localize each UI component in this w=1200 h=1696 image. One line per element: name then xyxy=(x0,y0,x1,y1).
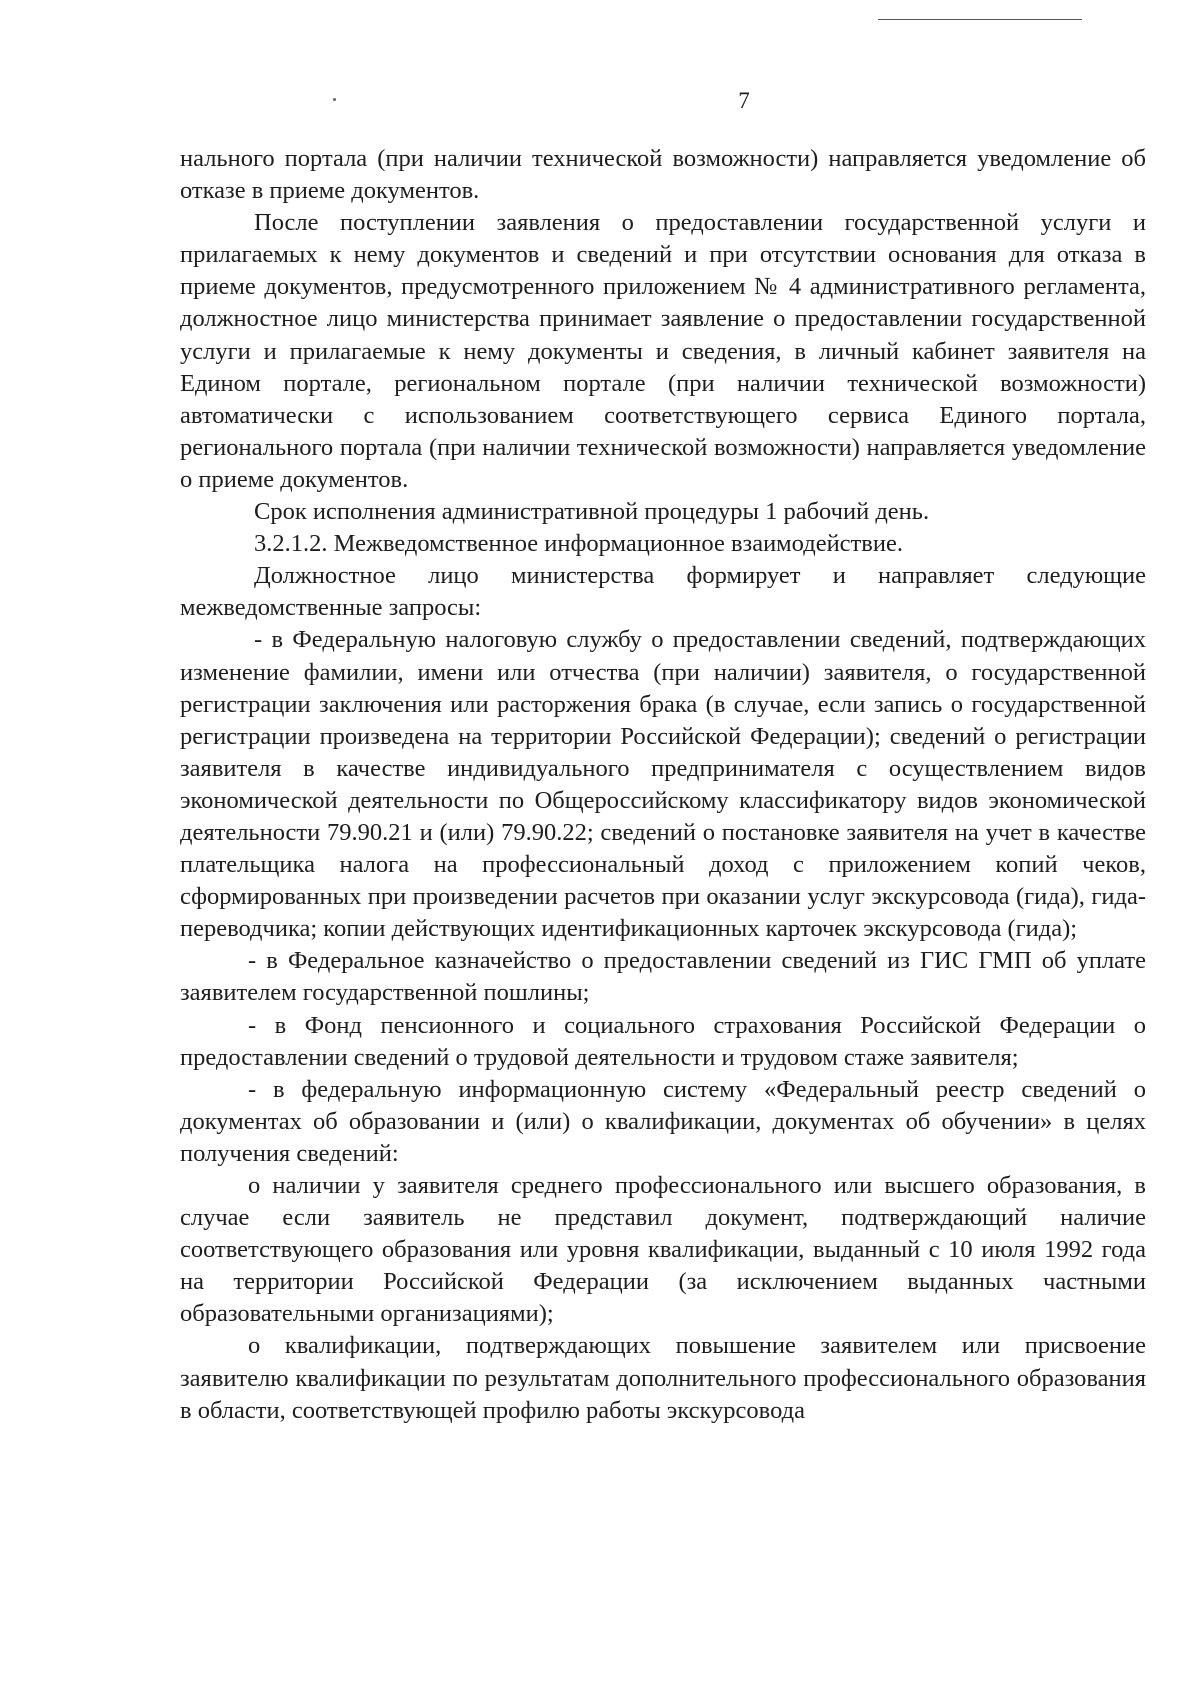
list-item: - в Федеральную налоговую службу о предоставлении сведений, подтверждающих изменение фамилии, имени или отчества (при наличии) заявителя, о государственной регистрации заключения или расторжения брака (в случае, если запись о государственной регистрации произведена на территории Российской Федерации); сведений о регистрации заявителя в качестве индивидуального предпринимателя с осуществлением видов экономической деятельности по Общероссийскому классификатору видов экономической деятельности 79.90.21 и (или) 79.90.22; сведений о постановке заявителя на учет в качестве плательщика налога на профессиональный доход с приложением копий чеков, сформированных при произведении расчетов при оказании услуг экскурсовода (гида), гида-переводчика; копии действующих идентификационных карточек экскурсовода (гида); xyxy=(180,626,1146,943)
document-body xyxy=(180,143,1146,1427)
paragraph: о квалификации, подтверждающих повышение заявителем или присвоение заявителю квалификации по результатам дополнительного профессионального образования в области, соответствующей профилю работы экскурсовода xyxy=(180,1332,1146,1424)
list-item: - в федеральную информационную систему «Федеральный реестр сведений о документах об образовании и (или) о квалификации, документах об обучении» в целях получения сведений: xyxy=(180,1075,1146,1167)
paragraph: После поступлении заявления о предоставлении государственной услуги и прилагаемых к нему документов и сведений и при отсутствии основания для отказа в приеме документов, предусмотренного приложением № 4 административного регламента, должностное лицо министерства принимает заявление о предоставлении государственной услуги и прилагаемые к нему документы и сведения, в личный кабинет заявителя на Едином портале, региональном портале (при наличии технической возможности) автоматически с использованием соответствующего сервиса Единого портала, регионального портала (при наличии технической возможности) направляется уведомление о приеме документов. xyxy=(180,209,1146,493)
paragraph: Срок исполнения административной процедуры 1 рабочий день. xyxy=(254,498,930,526)
page-number-row xyxy=(0,88,1200,114)
list-item: - в Фонд пенсионного и социального страхования Российской Федерации о предоставлении сведений о трудовой деятельности и трудовом стаже заявителя; xyxy=(180,1011,1146,1071)
page-number: 7 xyxy=(738,88,750,113)
paragraph: о наличии у заявителя среднего профессионального или высшего образования, в случае если заявитель не представил документ, подтверждающий наличие соответствующего образования или уровня квалификации, выданный с 10 июля 1992 года на территории Российской Федерации (за исключением выданных частными образовательными организациями); xyxy=(180,1172,1146,1328)
top-rule xyxy=(878,19,1082,20)
list-item: - в Федеральное казначейство о предоставлении сведений из ГИС ГМП об уплате заявителем государственной пошлины; xyxy=(180,947,1146,1007)
paragraph: нального портала (при наличии технической возможности) направляется уведомление об отказе в приеме документов. xyxy=(180,145,1146,205)
paragraph: Должностное лицо министерства формирует и направляет следующие межведомственные запросы: xyxy=(180,562,1146,622)
paragraph: 3.2.1.2. Межведомственное информационное взаимодействие. xyxy=(254,530,903,558)
